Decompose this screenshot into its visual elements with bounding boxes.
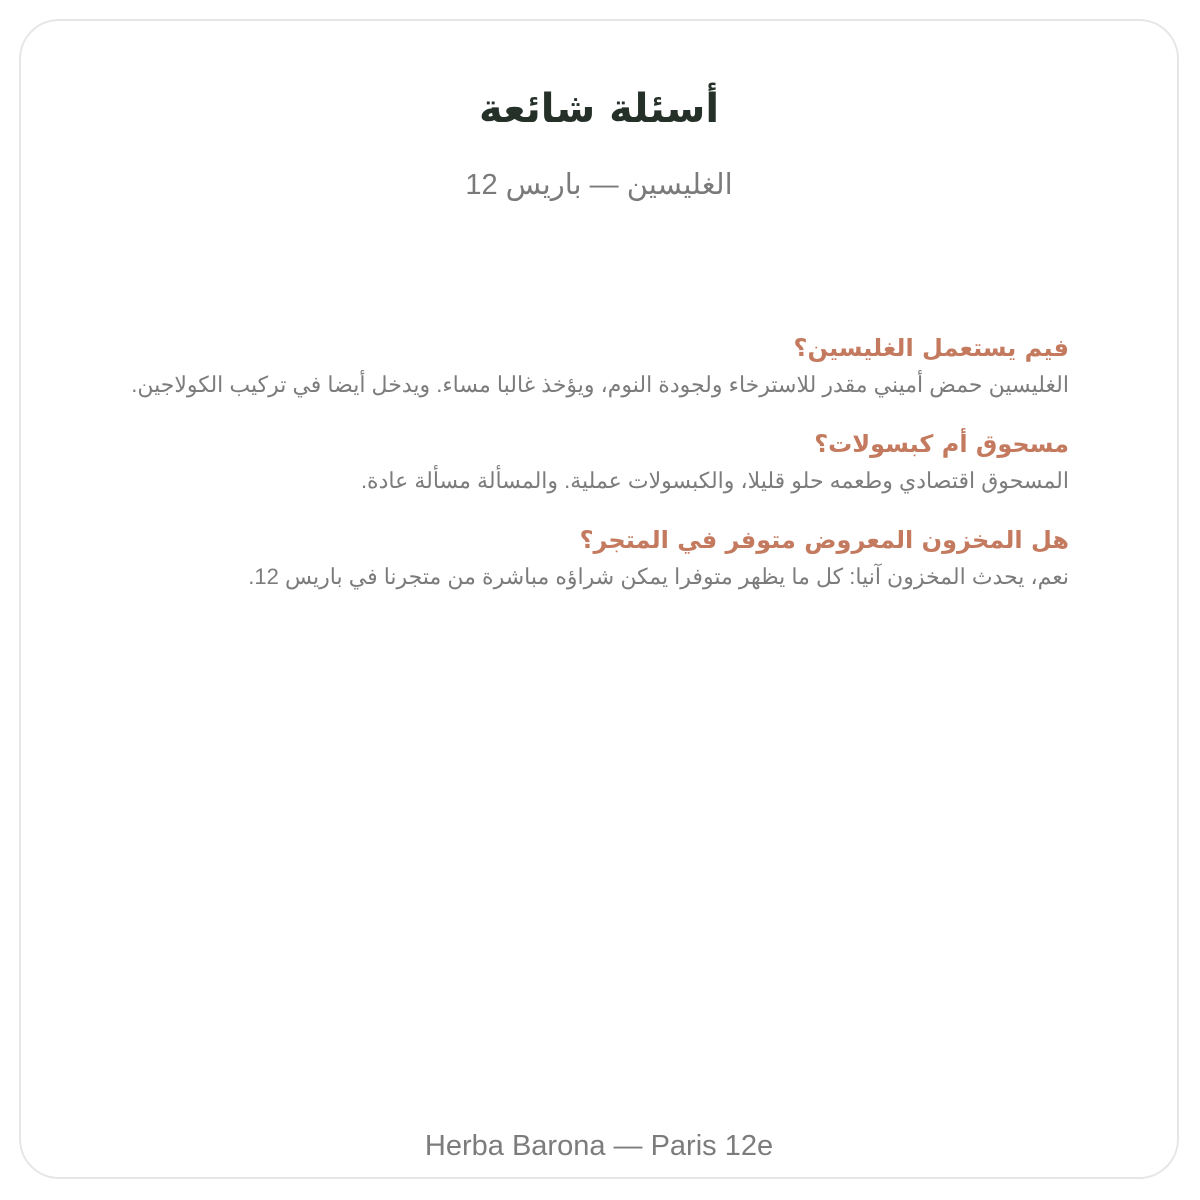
faq-question: فيم يستعمل الغليسين؟ [793, 334, 1069, 362]
page-subtitle: الغليسين — باريس 12 [465, 169, 733, 201]
faq-answer: الغليسين حمض أميني مقدر للاسترخاء ولجودة النوم، ويؤخذ غالبا مساء. ويدخل أيضا في تركيب الكولاجين. [131, 372, 1069, 398]
page-title: أسئلة شائعة [478, 86, 720, 132]
faq-answer: نعم، يحدث المخزون آنيا: كل ما يظهر متوفرا يمكن شراؤه مباشرة من متجرنا في باريس 12. [248, 564, 1069, 590]
faq-item [111, 429, 1069, 497]
faq-question: مسحوق أم كبسولات؟ [814, 429, 1069, 458]
faq-card [19, 19, 1179, 1179]
faq-answer: المسحوق اقتصادي وطعمه حلو قليلا، والكبسولات عملية. والمسألة مسألة عادة. [360, 468, 1069, 494]
faq-item [111, 333, 1069, 401]
footer-store-name: Herba Barona — Paris 12e [424, 1130, 774, 1162]
faq-question: هل المخزون المعروض متوفر في المتجر؟ [579, 525, 1069, 554]
faq-item [111, 525, 1069, 593]
faq-list [111, 333, 1069, 621]
